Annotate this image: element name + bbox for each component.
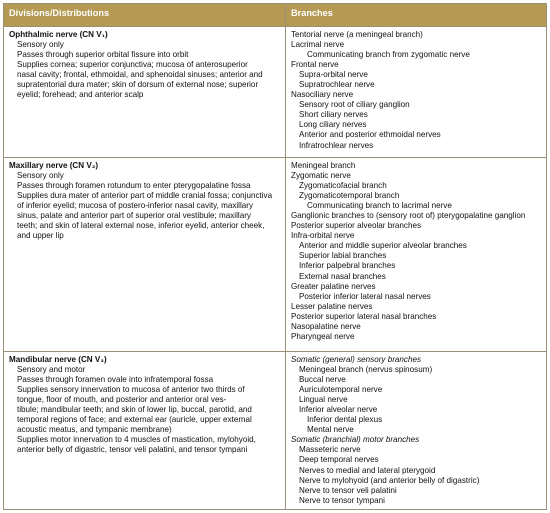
- branch-item: Posterior inferior lateral nasal nerves: [299, 291, 431, 301]
- branch-item: Meningeal branch: [291, 161, 356, 170]
- table-row: [4, 26, 546, 157]
- branch-item: External nasal branches: [299, 271, 386, 281]
- branch-item: Supratrochlear nerve: [299, 80, 375, 90]
- division-description-line: eyelid; forehead; and anterior scalp: [17, 90, 144, 100]
- header-branches: Branches: [291, 8, 333, 18]
- branch-item: Tentorial nerve (a meningeal branch): [291, 30, 423, 39]
- division-description-line: anterior belly of digastric, tensor veli palatini, and tensor tympani: [17, 445, 248, 455]
- division-description-line: Sensory only: [17, 40, 64, 50]
- branch-item: Nerve to tensor veli palatini: [299, 485, 397, 495]
- table-row: [4, 351, 546, 511]
- division-description-line: teeth; and skin of lateral external nose, inferior eyelid, anterior cheek,: [17, 221, 265, 231]
- branch-item: Nasopalatine nerve: [291, 321, 361, 331]
- division-description-line: tongue, floor of mouth, and posterior and anterior oral ves-: [17, 395, 227, 405]
- branch-item: Communicating branch to lacrimal nerve: [307, 201, 452, 211]
- branch-item: Lesser palatine nerves: [291, 301, 373, 311]
- division-description-line: and upper lip: [17, 231, 64, 241]
- branch-item: Somatic (general) sensory branches: [291, 355, 422, 364]
- division-title: Ophthalmic nerve (CN V₁): [9, 30, 108, 39]
- nerve-divisions-table: [3, 3, 547, 510]
- branch-item: Nasociliary nerve: [291, 90, 354, 100]
- branch-item: Pharyngeal nerve: [291, 331, 355, 341]
- branch-item: Superior labial branches: [299, 251, 387, 261]
- division-description-line: nasal cavity; frontal, ethmoidal, and sphenoidal sinuses; anterior and: [17, 70, 263, 80]
- branch-item: Meningeal branch (nervus spinosum): [299, 365, 433, 375]
- branch-item: Inferior palpebral branches: [299, 261, 396, 271]
- division-title: Maxillary nerve (CN V₂): [9, 161, 99, 170]
- branch-item: Zygomaticofacial branch: [299, 181, 387, 191]
- branch-item: Lingual nerve: [299, 395, 348, 405]
- branch-item: Nerve to tensor tympani: [299, 495, 385, 505]
- branch-item: Supra-orbital nerve: [299, 70, 368, 80]
- divisions-cell: [9, 355, 279, 455]
- divisions-cell: [9, 30, 279, 100]
- division-description-line: Passes through foramen ovale into infratemporal fossa: [17, 375, 214, 385]
- division-description-line: sinus, palate and anterior part of superior oral vestibule; maxillary: [17, 211, 251, 221]
- branch-item: Buccal nerve: [299, 375, 346, 385]
- branch-item: Sensory root of ciliary ganglion: [299, 100, 410, 110]
- branch-item: Anterior and middle superior alveolar branches: [299, 241, 467, 251]
- division-description-line: Sensory and motor: [17, 365, 86, 375]
- branch-item: Posterior superior alveolar branches: [291, 221, 422, 231]
- branch-item: Inferior dental plexus: [307, 415, 383, 425]
- division-title: Mandibular nerve (CN V₃): [9, 355, 107, 364]
- branch-item: Infra-orbital nerve: [291, 231, 355, 241]
- table-header: [4, 4, 546, 27]
- branch-item: Deep temporal nerves: [299, 455, 379, 465]
- branch-item: Auriculotemporal nerve: [299, 385, 383, 395]
- branch-item: Zygomatic nerve: [291, 171, 351, 181]
- branches-cell: [291, 161, 545, 342]
- branch-item: Short ciliary nerves: [299, 110, 368, 120]
- branch-item: Somatic (branchial) motor branches: [291, 435, 420, 445]
- division-description-line: Supplies sensory innervation to mucosa of anterior two thirds of: [17, 385, 245, 395]
- branches-cell: [291, 355, 545, 506]
- branch-item: Greater palatine nerves: [291, 281, 376, 291]
- branch-item: Nerve to mylohyoid (and anterior belly of digastric): [299, 475, 480, 485]
- branch-item: Ganglionic branches to (sensory root of) pterygopalatine ganglion: [291, 211, 526, 221]
- branches-cell: [291, 30, 545, 151]
- division-description-line: Supplies cornea; superior conjunctiva; mucosa of anterosuperior: [17, 60, 248, 70]
- division-description-line: tibule; mandibular teeth; and skin of lower lip, buccal, parotid, and: [17, 405, 252, 415]
- branch-item: Anterior and posterior ethmoidal nerves: [299, 130, 441, 140]
- division-description-line: Sensory only: [17, 171, 64, 181]
- division-description-line: Supplies dura mater of anterior part of middle cranial fossa; conjunctiva: [17, 191, 273, 201]
- division-description-line: supratentorial dura mater; skin of dorsum of external nose; superior: [17, 80, 259, 90]
- column-divider: [285, 4, 286, 509]
- division-description-line: acoustic meatus, and tympanic membrane): [17, 425, 172, 435]
- branch-item: Nerves to medial and lateral pterygoid: [299, 465, 436, 475]
- division-description-line: of inferior eyelid; mucosa of postero-inferior nasal cavity, maxillary: [17, 201, 254, 211]
- branch-item: Frontal nerve: [291, 60, 339, 70]
- branch-item: Inferior alveolar nerve: [299, 405, 378, 415]
- division-description-line: Passes through superior orbital fissure into orbit: [17, 50, 189, 60]
- divisions-cell: [9, 161, 279, 241]
- division-description-line: Passes through foramen rotundum to enter pterygopalatine fossa: [17, 181, 251, 191]
- division-description-line: temporal regions of face; and external ear (auricle, upper external: [17, 415, 252, 425]
- branch-item: Zygomaticotemporal branch: [299, 191, 400, 201]
- table-row: [4, 157, 546, 351]
- header-divisions: Divisions/Distributions: [9, 8, 110, 18]
- branch-item: Posterior superior lateral nasal branches: [291, 311, 437, 321]
- branch-item: Communicating branch from zygomatic nerve: [307, 50, 470, 60]
- branch-item: Lacrimal nerve: [291, 40, 345, 50]
- division-description-line: Supplies motor innervation to 4 muscles of mastication, mylohyoid,: [17, 435, 256, 445]
- branch-item: Masseteric nerve: [299, 445, 361, 455]
- branch-item: Mental nerve: [307, 425, 354, 435]
- branch-item: Long ciliary nerves: [299, 120, 367, 130]
- branch-item: Infratrochlear nerves: [299, 140, 374, 150]
